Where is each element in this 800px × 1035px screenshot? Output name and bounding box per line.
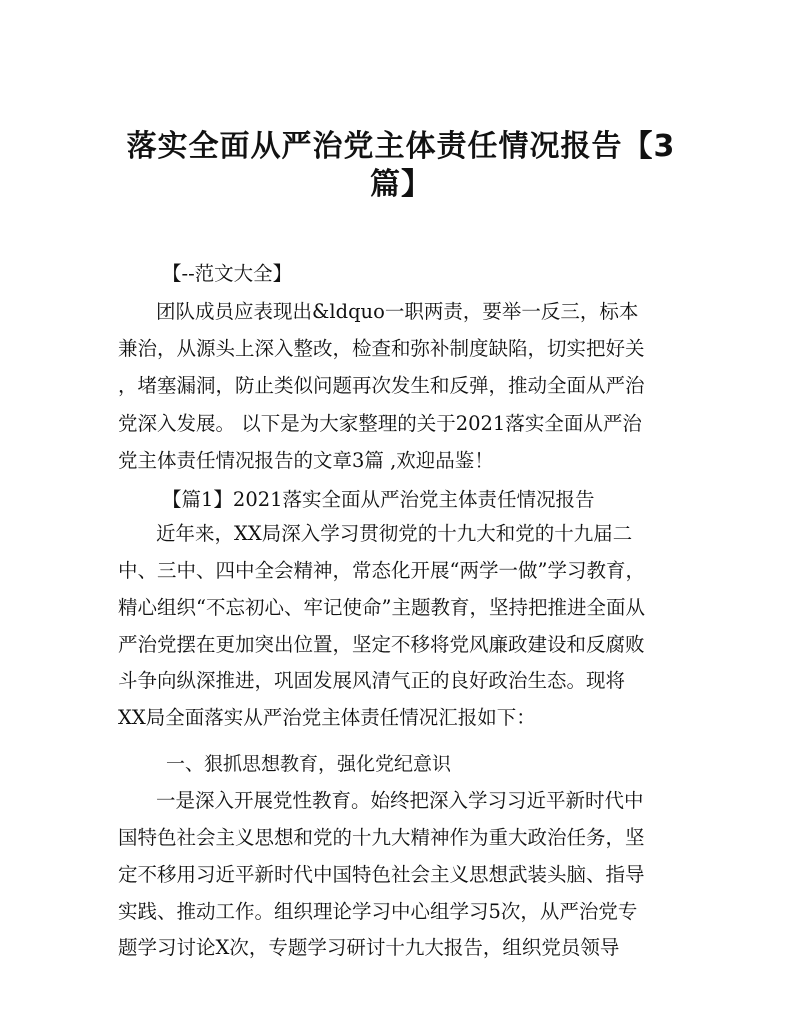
section-1-line-1: 一是深入开展党性教育。始终把深入学习习近平新时代中	[156, 789, 644, 812]
section-1-line-4: 实践、推动工作。组织理论学习中心组学习5次，从严治党专	[118, 900, 638, 923]
document-title: 落实全面从严治党主体责任情况报告【3篇】	[126, 129, 676, 202]
intro-line-5: 党主体责任情况报告的文章3篇 ,欢迎品鉴！	[118, 449, 494, 472]
section-1-line-2: 国特色社会主义思想和党的十九大精神作为重大政治任务，坚	[118, 826, 645, 849]
article-1-heading: 【篇1】2021落实全面从严治党主体责任情况报告	[162, 488, 595, 511]
article-1-line-5: 斗争向纵深推进，巩固发展风清气正的良好政治生态。现将	[118, 669, 626, 692]
section-1-line-5: 题学习讨论X次，专题学习研讨十九大报告，组织党员领导	[118, 936, 620, 959]
intro-line-2: 兼治，从源头上深入整改，检查和弥补制度缺陷，切实把好关	[118, 337, 645, 360]
intro-line-3: ，堵塞漏洞，防止类似问题再次发生和反弹，推动全面从严治	[118, 374, 645, 397]
article-1-line-3: 精心组织“不忘初心、牢记使命”主题教育，坚持把推进全面从	[118, 596, 645, 619]
source-tag: 【--范文大全】	[162, 262, 293, 285]
intro-line-1: 团队成员应表现出&ldquo一职两责，要举一反三，标本	[156, 300, 639, 323]
intro-line-4: 党深入发展。 以下是为大家整理的关于2021落实全面从严治	[118, 412, 642, 435]
section-1-line-3: 定不移用习近平新时代中国特色社会主义思想武装头脑、指导	[118, 863, 645, 886]
article-1-line-2: 中、三中、四中全会精神，常态化开展“两学一做”学习教育，	[118, 559, 645, 582]
article-1-line-6: XX局全面落实从严治党主体责任情况汇报如下：	[118, 706, 536, 729]
article-1-line-1: 近年来，XX局深入学习贯彻党的十九大和党的十九届二	[156, 522, 633, 545]
article-1-line-4: 严治党摆在更加突出位置，坚定不移将党风廉政建设和反腐败	[118, 633, 645, 656]
section-1-heading: 一、狠抓思想教育，强化党纪意识	[166, 753, 452, 775]
